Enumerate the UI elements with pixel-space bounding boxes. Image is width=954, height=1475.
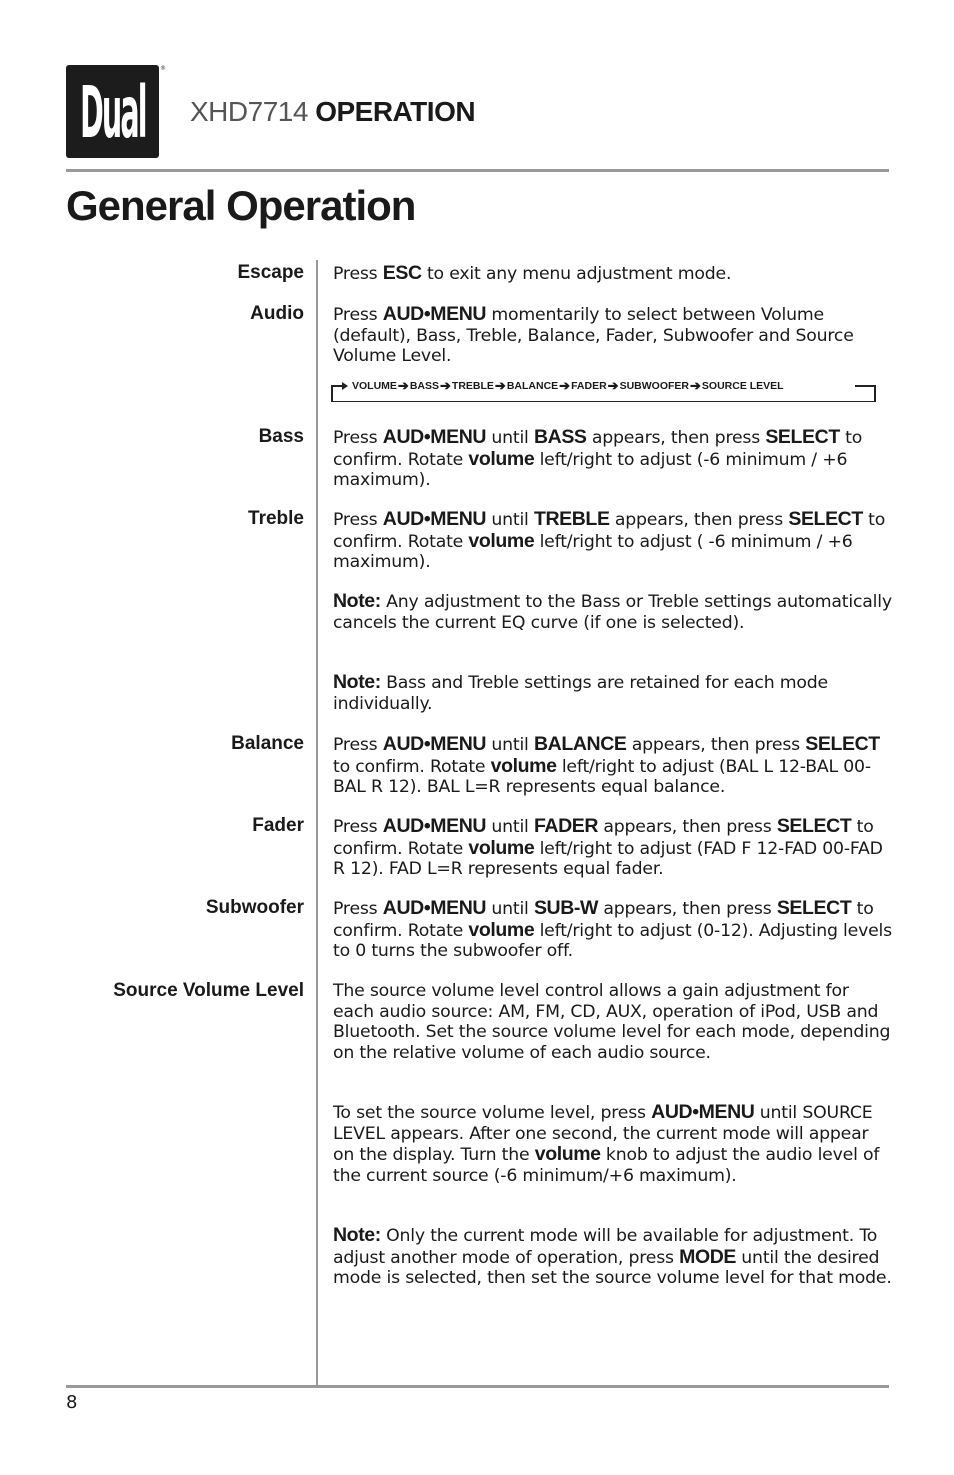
bold-term: BASS xyxy=(533,426,587,448)
bold-term: SELECT xyxy=(765,426,840,448)
bold-term: AUD•MENU xyxy=(382,897,487,919)
text-run: until the desired mode is selected, then set the source volume level for that mode. xyxy=(333,1247,892,1288)
text-run: The source volume level control allows a gain adjustment for each audio source: AM, FM, CD, AUX, operation of iPod, USB and Bluetooth. Set the source volume level for each mode, depending on the relative volume of each audio source. xyxy=(333,981,891,1063)
section-label: Balance xyxy=(231,733,304,754)
header-title xyxy=(190,96,475,128)
bold-term: SELECT xyxy=(805,733,880,755)
flow-step: FADER xyxy=(571,380,607,392)
section-paragraph xyxy=(333,672,893,714)
text-run: Press xyxy=(333,817,383,837)
bold-term: SELECT xyxy=(788,508,863,530)
flow-step: VOLUME xyxy=(352,380,397,392)
text-run: to exit any menu adjustment mode. xyxy=(421,264,732,284)
bold-term: AUD•MENU xyxy=(651,1101,755,1123)
section-label: Fader xyxy=(252,815,304,836)
text-run: appears, then press xyxy=(598,817,777,837)
flow-step: TREBLE xyxy=(451,380,494,392)
section-paragraph xyxy=(333,509,893,573)
bold-term: Note: xyxy=(333,671,381,693)
text-run: momentarily to select between Volume (default), Bass, Treble, Balance, Fader, Subwoofer and Source Volume Level. xyxy=(333,305,854,366)
section-paragraph xyxy=(333,734,893,798)
top-rule xyxy=(66,169,889,172)
arrow-right-icon: ➔ xyxy=(440,378,451,393)
bold-term: AUD•MENU xyxy=(382,426,487,448)
text-run: Bass and Treble settings are retained for each mode individually. xyxy=(333,673,828,714)
page-title: General Operation xyxy=(66,182,416,229)
text-run: To set the source volume level, press xyxy=(333,1103,652,1123)
text-run: until SOURCE LEVEL appears. After one second, the current mode will appear on the display. Turn the xyxy=(333,1103,873,1165)
bold-term: SELECT xyxy=(776,815,852,837)
text-run: until xyxy=(486,735,534,755)
arrow-right-icon: ➔ xyxy=(559,378,571,393)
bold-term: volume xyxy=(490,754,557,777)
text-run: Press xyxy=(333,428,383,448)
bold-term: SUB-W xyxy=(533,897,599,919)
section-paragraph xyxy=(333,591,893,633)
arrow-right-icon: ➔ xyxy=(607,378,619,393)
flow-step: BALANCE xyxy=(506,380,559,392)
bold-term: Note: xyxy=(333,590,381,612)
text-run: until xyxy=(486,428,534,448)
text-run: until xyxy=(486,510,534,530)
text-run: Only the current mode will be available for adjustment. To adjust another mode of operation, press xyxy=(333,1226,878,1268)
section-paragraph xyxy=(333,1225,893,1289)
bold-term: MODE xyxy=(679,1245,737,1268)
text-run: left/right to adjust (FAD F 12-FAD 00-FAD R 12). FAD L=R represents equal fader. xyxy=(333,838,883,879)
section-label: Source Volume Level xyxy=(113,980,304,1001)
text-run: to confirm. Rotate xyxy=(333,510,886,552)
section-label: Treble xyxy=(248,508,304,529)
header-model: XHD7714 xyxy=(190,96,308,127)
bottom-rule xyxy=(66,1385,889,1388)
bold-term: volume xyxy=(468,529,535,552)
arrow-right-icon: ➔ xyxy=(397,378,409,393)
section-label: Escape xyxy=(237,262,304,283)
text-run: to confirm. Rotate xyxy=(333,817,874,859)
text-run: to confirm. Rotate xyxy=(333,899,874,941)
bold-term: AUD•MENU xyxy=(382,733,487,755)
text-run: Press xyxy=(333,510,383,530)
arrow-right-icon: ➔ xyxy=(494,378,506,393)
bold-term: ESC xyxy=(382,262,422,284)
text-run: left/right to adjust ( -6 minimum / +6 maximum). xyxy=(333,531,853,572)
text-run: knob to adjust the audio level of the current source (-6 minimum/+6 maximum). xyxy=(333,1145,880,1186)
text-run: appears, then press xyxy=(626,735,806,755)
bold-term: volume xyxy=(468,918,535,941)
bold-term: SELECT xyxy=(776,897,852,919)
section-paragraph xyxy=(333,427,893,491)
bold-term: BALANCE xyxy=(533,733,627,755)
text-run: to confirm. Rotate xyxy=(333,428,863,470)
bold-term: volume xyxy=(468,836,535,859)
section-label: Bass xyxy=(258,426,304,447)
audio-flow-diagram xyxy=(330,376,876,402)
text-run: Any adjustment to the Bass or Treble settings automatically cancels the current EQ curve (if one is selected). xyxy=(333,592,892,633)
section-paragraph xyxy=(333,1102,893,1186)
column-divider xyxy=(316,260,318,1386)
section-label: Subwoofer xyxy=(205,897,304,918)
bold-term: AUD•MENU xyxy=(382,508,487,530)
flow-step: SOURCE LEVEL xyxy=(701,380,784,392)
section-label: Audio xyxy=(250,303,304,324)
text-run: left/right to adjust (BAL L 12-BAL 00-BAL R 12). BAL L=R represents equal balance. xyxy=(333,756,871,797)
dual-logo xyxy=(66,65,159,158)
text-run: until xyxy=(486,899,534,919)
bold-term: FADER xyxy=(533,815,599,837)
header-word: OPERATION xyxy=(315,96,476,127)
text-run: appears, then press xyxy=(586,428,766,448)
text-run: appears, then press xyxy=(609,510,789,530)
section-paragraph xyxy=(333,304,893,367)
text-run: until xyxy=(486,817,534,837)
logo-text: Dual xyxy=(79,69,146,154)
arrow-right-icon: ➔ xyxy=(690,378,701,393)
text-run: left/right to adjust (0-12). Adjusting levels to 0 turns the subwoofer off. xyxy=(333,920,892,961)
page-number: 8 xyxy=(66,1392,78,1413)
text-run: Press xyxy=(333,899,383,919)
text-run: left/right to adjust (-6 minimum / +6 maximum). xyxy=(333,449,848,490)
text-run: appears, then press xyxy=(598,899,777,919)
text-run: Press xyxy=(333,735,383,755)
bold-term: TREBLE xyxy=(533,508,610,530)
flow-steps xyxy=(352,377,862,395)
flow-step: BASS xyxy=(409,380,440,392)
bold-term: AUD•MENU xyxy=(382,815,487,837)
text-run: to confirm. Rotate xyxy=(333,756,491,777)
bold-term: volume xyxy=(468,447,535,470)
text-run: Press xyxy=(333,305,383,325)
section-paragraph xyxy=(333,981,893,1063)
registered-mark: ® xyxy=(160,65,166,72)
bold-term: AUD•MENU xyxy=(382,303,487,325)
section-paragraph xyxy=(333,898,893,962)
bold-term: Note: xyxy=(333,1224,381,1246)
bold-term: volume xyxy=(534,1143,601,1165)
flow-step: SUBWOOFER xyxy=(619,380,689,392)
section-paragraph xyxy=(333,263,893,285)
text-run: Press xyxy=(333,264,383,284)
section-paragraph xyxy=(333,816,893,880)
